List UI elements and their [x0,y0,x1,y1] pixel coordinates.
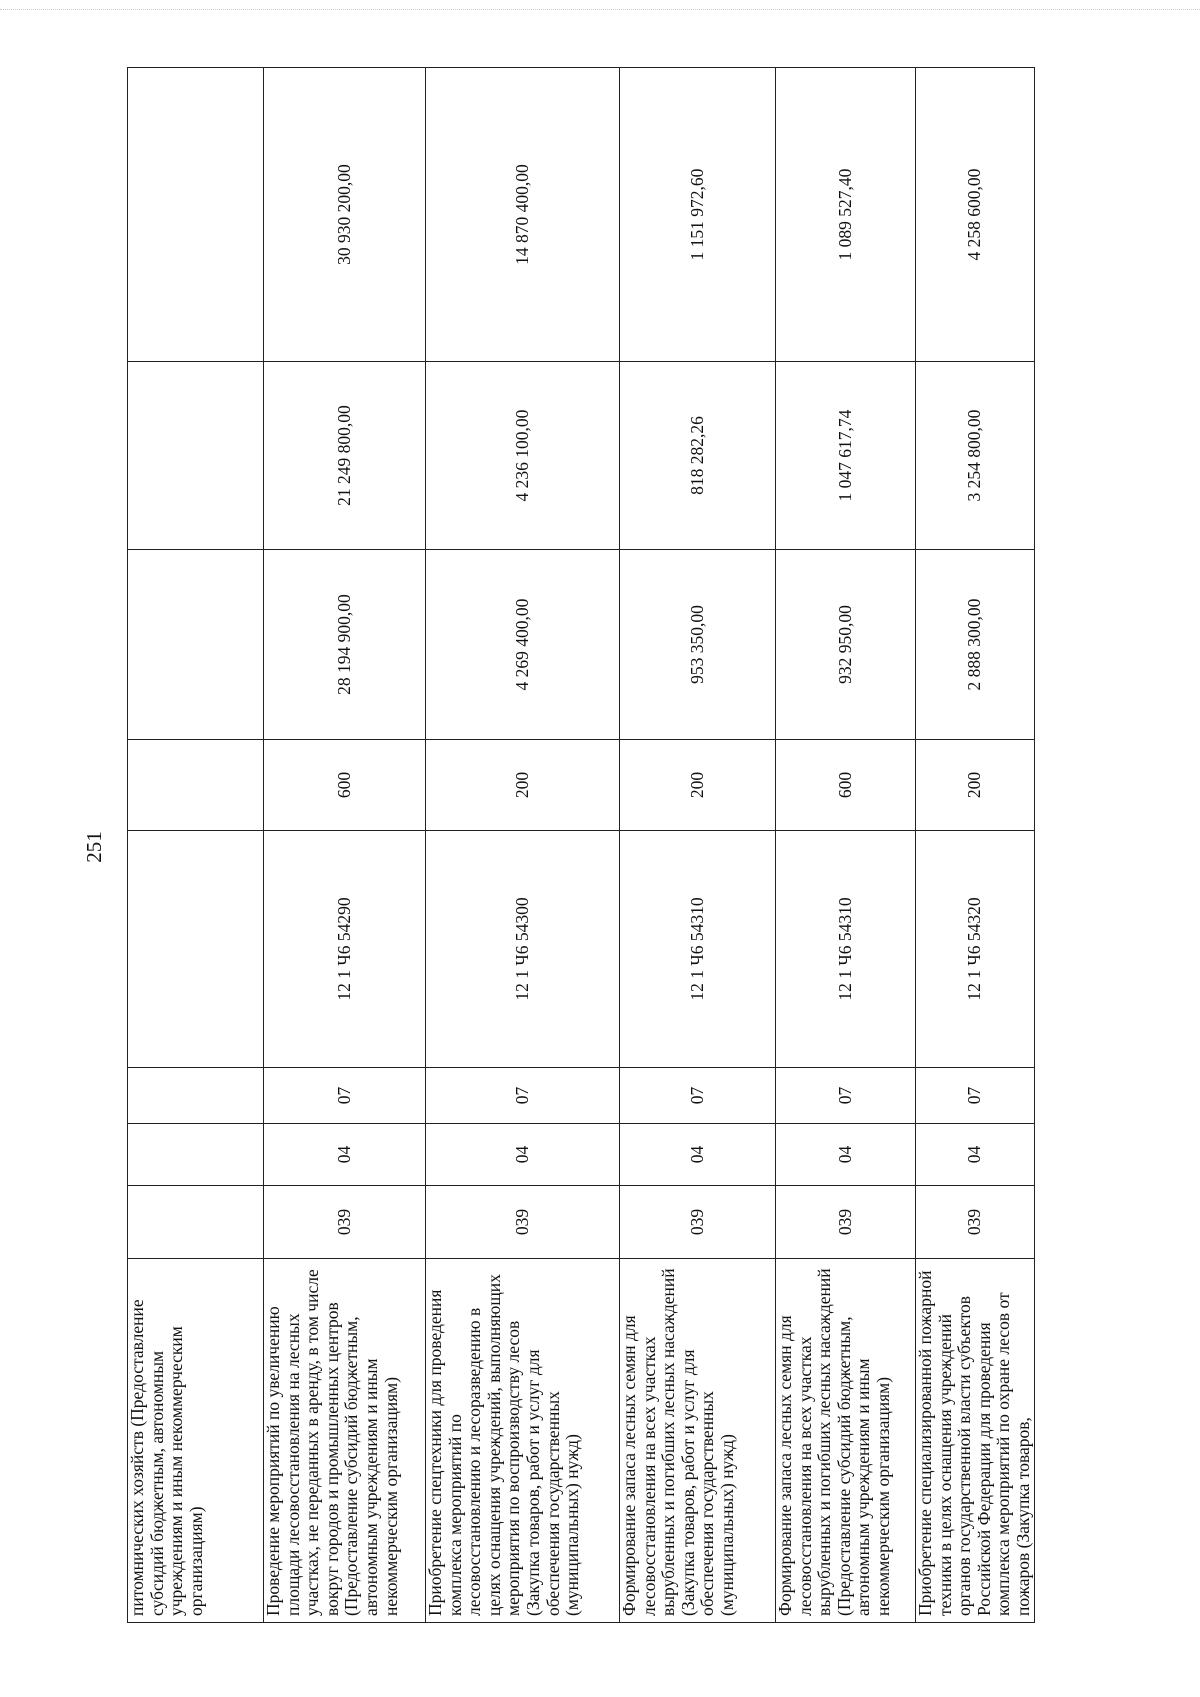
section-cell: 04 [916,1124,1035,1186]
amount-1-cell: 953 350,00 [620,550,776,740]
row-description: питомнических хозяйств (Предоставление субсидий бюджетным, автономным учреждениям и иным некоммерческим организациям) [128,1259,264,1623]
table-row [916,68,1035,1623]
row-description: Проведение мероприятий по увеличению площади лесовосстановления на лесных участках, не переданных в аренду, в том числе вокруг городов и промышленных центров (Предоставление субсидий бюджетным, автономным учреждениям и иным некоммерческим организациям) [264,1259,426,1623]
subsection-cell: 07 [426,1068,620,1124]
amount-1-cell: 4 269 400,00 [426,550,620,740]
table-row [776,68,916,1623]
expense-type-cell: 200 [620,740,776,831]
section-cell: 04 [264,1124,426,1186]
gov-code-cell: 039 [620,1186,776,1259]
scan-edge-line [0,9,1200,10]
subsection-cell: 07 [776,1068,916,1124]
amount-2-cell: 3 254 800,00 [916,362,1035,550]
expense-type-cell: 200 [426,740,620,831]
table-row [128,68,264,1623]
gov-code-cell: 039 [426,1186,620,1259]
subsection-cell: 07 [916,1068,1035,1124]
amount-1-cell: 2 888 300,00 [916,550,1035,740]
section-cell: 04 [776,1124,916,1186]
expense-type-cell: 600 [776,740,916,831]
expense-type-cell [128,740,264,831]
section-cell: 04 [620,1124,776,1186]
amount-1-cell [128,550,264,740]
amount-3-cell: 30 930 200,00 [264,68,426,362]
amount-2-cell: 1 047 617,74 [776,362,916,550]
rotated-table-container [127,68,1032,1623]
target-article-cell: 12 1 Ч6 54310 [776,831,916,1068]
amount-3-cell: 14 870 400,00 [426,68,620,362]
row-description: Приобретение специализированной пожарной техники в целях оснащения учреждений органов государственной власти субъектов Российской Федерации для проведения комплекса мероприятий по охране лесов от пожаров (Закупка товаров, [916,1259,1035,1623]
amount-2-cell [128,362,264,550]
subsection-cell: 07 [264,1068,426,1124]
target-article-cell [128,831,264,1068]
amount-1-cell: 28 194 900,00 [264,550,426,740]
table-row [264,68,426,1623]
target-article-cell: 12 1 Ч6 54310 [620,831,776,1068]
target-article-cell: 12 1 Ч6 54290 [264,831,426,1068]
section-cell: 04 [426,1124,620,1186]
amount-3-cell: 1 089 527,40 [776,68,916,362]
target-article-cell: 12 1 Ч6 54320 [916,831,1035,1068]
gov-code-cell [128,1186,264,1259]
gov-code-cell: 039 [264,1186,426,1259]
amount-3-cell: 4 258 600,00 [916,68,1035,362]
expense-type-cell: 600 [264,740,426,831]
amount-3-cell [128,68,264,362]
target-article-cell: 12 1 Ч6 54300 [426,831,620,1068]
amount-2-cell: 818 282,26 [620,362,776,550]
gov-code-cell: 039 [916,1186,1035,1259]
page-number: 251 [82,831,106,863]
expense-type-cell: 200 [916,740,1035,831]
row-description: Формирование запаса лесных семян для лесовосстановления на всех участках вырубленных и погибших лесных насаждений (Предоставление субсидий бюджетным, автономным учреждениям и иным некоммерческим организациям) [776,1259,916,1623]
table-row [426,68,620,1623]
subsection-cell: 07 [620,1068,776,1124]
row-description: Формирование запаса лесных семян для лесовосстановления на всех участках вырубленных и погибших лесных насаждений (Закупка товаров, работ и услуг для обеспечения государственных (муниципальных) нужд) [620,1259,776,1623]
row-description: Приобретение спецтехники для проведения комплекса мероприятий по лесовосстановлению и лесоразведению в целях оснащения учреждений, выполняющих мероприятия по воспроизводству лесов (Закупка товаров, работ и услуг для обеспечения государственных (муниципальных) нужд) [426,1259,620,1623]
table-body [128,68,1035,1623]
amount-2-cell: 4 236 100,00 [426,362,620,550]
budget-table [127,67,1035,1623]
amount-1-cell: 932 950,00 [776,550,916,740]
amount-2-cell: 21 249 800,00 [264,362,426,550]
gov-code-cell: 039 [776,1186,916,1259]
subsection-cell [128,1068,264,1124]
table-row [620,68,776,1623]
section-cell [128,1124,264,1186]
amount-3-cell: 1 151 972,60 [620,68,776,362]
